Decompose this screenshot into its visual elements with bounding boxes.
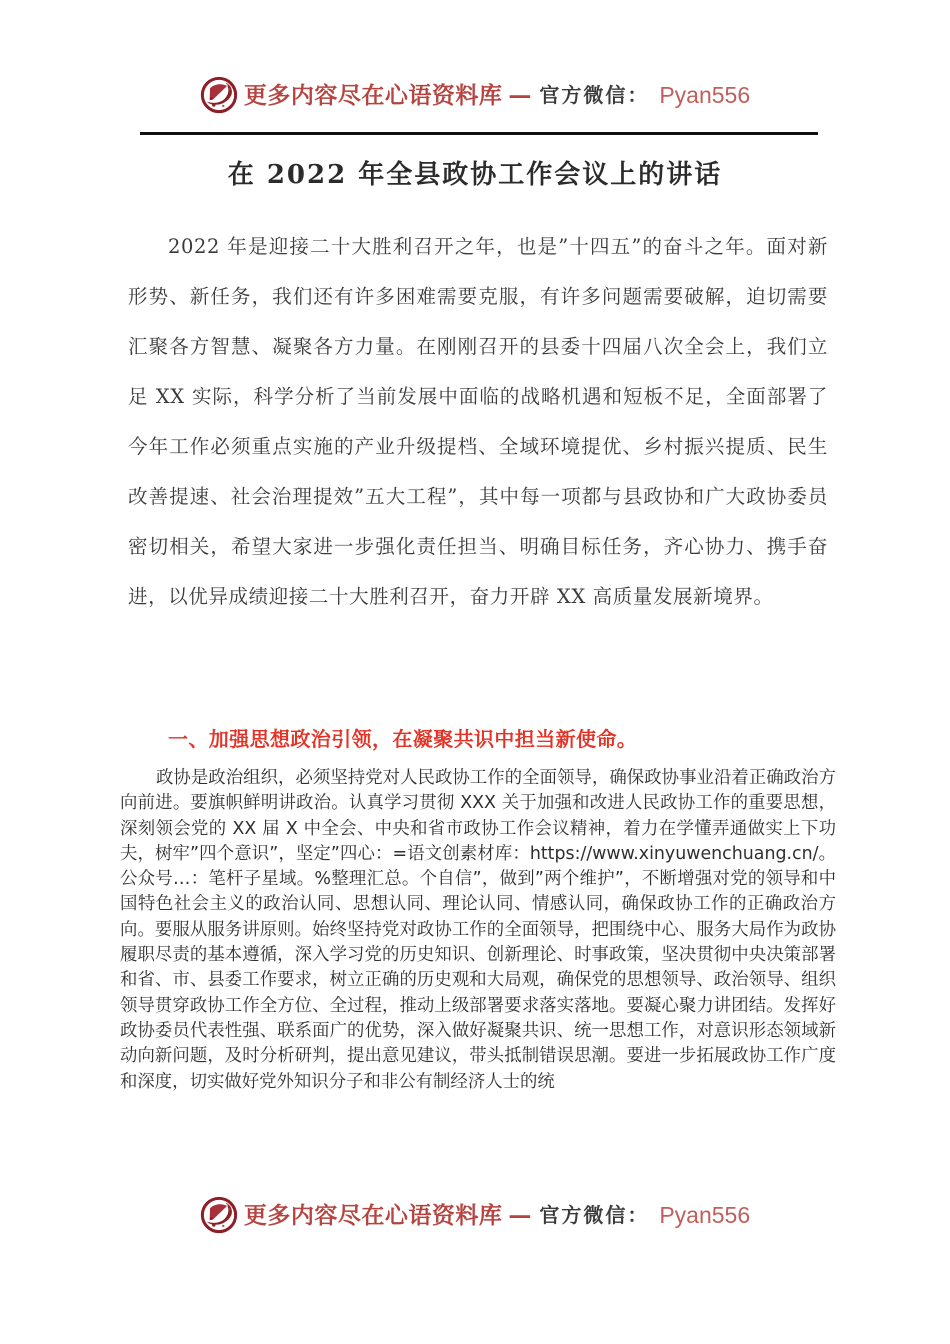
- watermark-wechat-label: 官方微信：: [539, 1203, 650, 1227]
- watermark-content: [200, 76, 750, 114]
- watermark-dash: —: [508, 1201, 532, 1229]
- watermark-wechat-label: 官方微信：: [539, 83, 650, 107]
- header-watermark: [0, 76, 950, 114]
- brush-circle-logo-icon: [200, 76, 238, 114]
- footer-watermark: [0, 1196, 950, 1234]
- header-divider: [140, 132, 818, 135]
- watermark-wechat-id: Pyan556: [659, 1201, 751, 1228]
- watermark-wechat-id: Pyan556: [659, 81, 751, 108]
- brush-circle-logo-icon: [200, 1196, 238, 1234]
- watermark-brand-text: 更多内容尽在心语资料库: [243, 1201, 503, 1229]
- watermark-content-footer: [200, 1196, 750, 1234]
- watermark-dash: —: [508, 81, 532, 109]
- watermark-brand-text: 更多内容尽在心语资料库: [243, 81, 503, 109]
- intro-paragraph: 2022 年是迎接二十大胜利召开之年，也是”十四五”的奋斗之年。面对新形势、新任务，我们还有许多困难需要克服，有许多问题需要破解，迫切需要汇聚各方智慧、凝聚各方力量。在刚刚召开的县委十四届八次全会上，我们立足 XX 实际，科学分析了当前发展中面临的战略机遇和短板不足，全面部署了今年工作必须重点实施的产业升级提档、全域环境提优、乡村振兴提质、民生改善提速、社会治理提效”五大工程”，其中每一项都与县政协和广大政协委员密切相关，希望大家进一步强化责任担当、明确目标任务，齐心协力、携手奋进，以优异成绩迎接二十大胜利召开，奋力开辟 XX 高质量发展新境界。: [128, 235, 828, 608]
- document-title: 在 2022 年全县政协工作会议上的讲话: [227, 160, 723, 190]
- section-heading-1: 一、加强思想政治引领，在凝聚共识中担当新使命。: [168, 727, 638, 751]
- section-body-1: 政协是政治组织，必须坚持党对人民政协工作的全面领导，确保政协事业沿着正确政治方向前进。要旗帜鲜明讲政治。认真学习贯彻 XXX 关于加强和改进人民政协工作的重要思想，深刻领会党的 XX 届 X 中全会、中央和省市政协工作会议精神，着力在学懂弄通做实上下功夫，树牢”四个意识”，坚定”四心：=语文创素材库：https://www.xinyuwenchuang.cn/。公众号…：笔杆子星域。%整理汇总。个自信”，做到”两个维护”，不断增强对党的领导和中国特色社会主义的政治认同、思想认同、理论认同、情感认同，确保政协工作的正确政治方向。要服从服务讲原则。始终坚持党对政协工作的全面领导，把围绕中心、服务大局作为政协履职尽责的基本遵循，深入学习党的历史知识、创新理论、时事政策，坚决贯彻中央决策部署和省、市、县委工作要求，树立正确的历史观和大局观，确保党的思想领导、政治领导、组织领导贯穿政协工作全方位、全过程，推动上级部署要求落实落地。要凝心聚力讲团结。发挥好政协委员代表性强、联系面广的优势，深入做好凝聚共识、统一思想工作，对意识形态领域新动向新问题，及时分析研判，提出意见建议，带头抵制错误思潮。要进一步拓展政协工作广度和深度，切实做好党外知识分子和非公有制经济人士的统: [120, 768, 836, 1092]
